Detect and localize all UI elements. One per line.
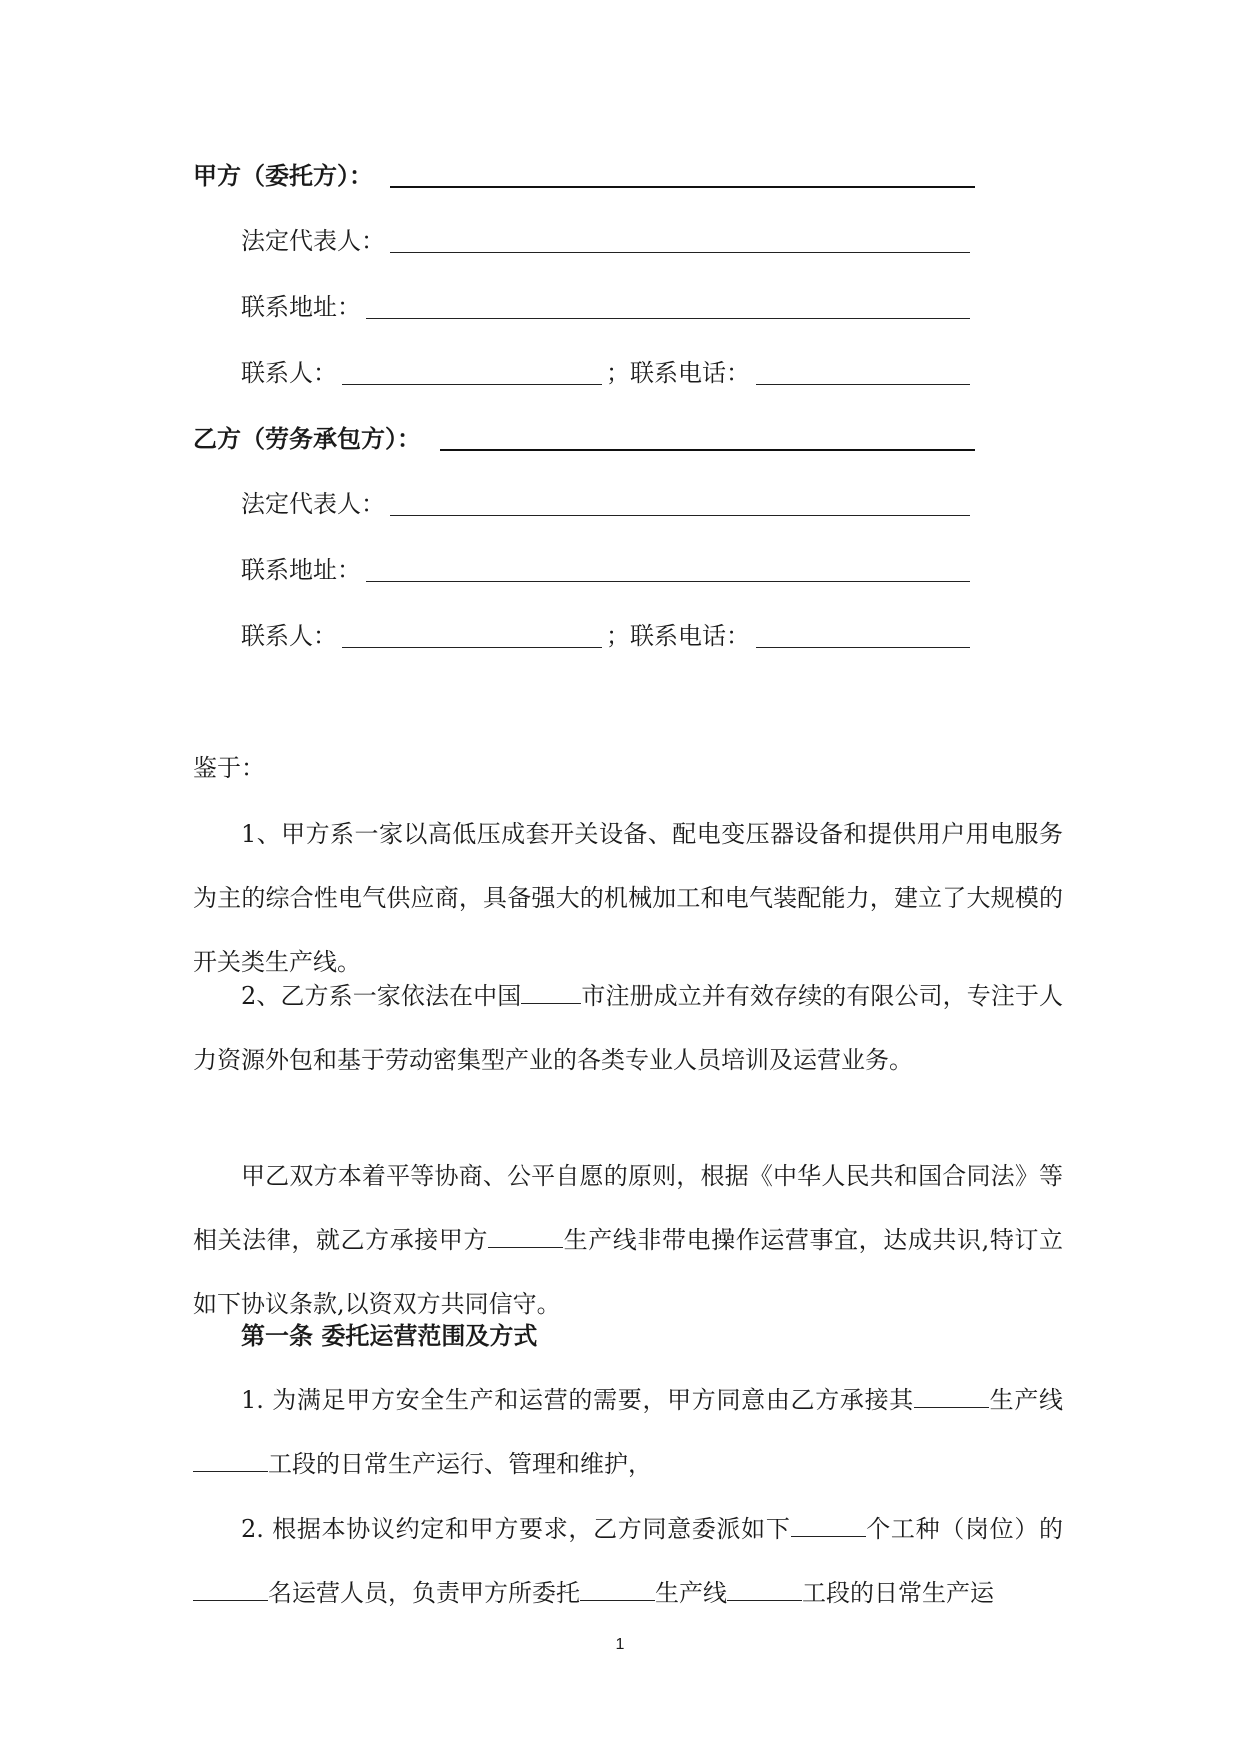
whereas-item-2-text-b: 市注册成立并有效存续的有限公司，专注于人力资源外包和基于劳动密集型产业的各类专业人员培训及运营业务。 [193,982,1063,1074]
preamble-text-2: 生产线非带电操作运营事宜，达成共识,特订立如下协议条款,以资双方共同信守。 [193,1226,1063,1318]
item-2-line-blank[interactable] [580,1576,655,1601]
party-a-phone-label: ；联系电话： [606,359,750,387]
party-b-phone-label: ；联系电话： [606,622,750,650]
article-1-item-2-text-d: 生产线 [655,1579,727,1607]
party-b-phone-field[interactable] [756,647,970,648]
party-b-legal-rep-field[interactable] [390,515,970,516]
whereas-item-2 [193,964,1063,1092]
party-b-name-field[interactable] [440,449,975,451]
party-b-heading: 乙方（劳务承包方）： [193,424,421,453]
production-line-blank[interactable] [488,1223,563,1248]
party-a-contact-label: 联系人： [241,359,337,387]
whereas-item-1-text: 1、甲方系一家以高低压成套开关设备、配电变压器设备和提供用户用电服务为主的综合性电气供应商，具备强大的机械加工和电气装配能力，建立了大规模的开关类生产线。 [193,820,1063,976]
article-1-item-2-text-e: 工段的日常生产运 [802,1579,994,1607]
party-a-contact-field[interactable] [342,384,602,385]
article-1-item-2 [193,1497,1063,1625]
article-1-item-1 [193,1368,1063,1496]
party-b-contact-field[interactable] [342,647,602,648]
party-a-name-field[interactable] [390,186,975,188]
party-a-legal-rep-field[interactable] [390,252,970,253]
item-2-staff-count-blank[interactable] [193,1576,268,1601]
city-blank[interactable] [521,979,581,1004]
preamble-text-1: 甲乙双方本着平等协商、公平自愿的原则，根据《中华人民共和国合同法》等相关法律，就乙方承接甲方 [193,1162,1063,1254]
item-1-line-blank[interactable] [914,1383,989,1408]
article-1-item-2-text-b: 个工种（岗位）的 [865,1515,1064,1543]
party-a-legal-rep-label: 法定代表人： [241,227,385,255]
party-b-contact-label: 联系人： [241,622,337,650]
preamble [193,1144,1063,1336]
article-1-item-2-text-a: 2. 根据本协议约定和甲方要求，乙方同意委派如下 [241,1515,791,1543]
article-1-item-1-text-b: 生产线 [988,1386,1064,1414]
party-a-phone-field[interactable] [756,384,970,385]
party-b-address-field[interactable] [366,581,970,582]
whereas-title: 鉴于： [193,754,265,782]
party-a-address-field[interactable] [366,318,970,319]
item-2-section-blank[interactable] [727,1576,802,1601]
article-1-item-2-text-c: 名运营人员，负责甲方所委托 [268,1579,580,1607]
party-b-address-label: 联系地址： [241,556,361,584]
article-1-title: 第一条 委托运营范围及方式 [241,1321,538,1350]
whereas-item-2-text-a: 2、乙方系一家依法在中国 [241,982,522,1010]
article-1-item-1-text-c: 工段的日常生产运行、管理和维护， [268,1450,652,1478]
party-a-address-label: 联系地址： [241,293,361,321]
page-number: 1 [615,1636,625,1653]
article-1-item-1-text-a: 1. 为满足甲方安全生产和运营的需要，甲方同意由乙方承接其 [241,1386,914,1414]
party-b-legal-rep-label: 法定代表人： [241,490,385,518]
party-a-heading: 甲方（委托方）： [193,161,373,190]
item-1-section-blank[interactable] [193,1447,268,1472]
item-2-job-types-blank[interactable] [791,1512,866,1537]
